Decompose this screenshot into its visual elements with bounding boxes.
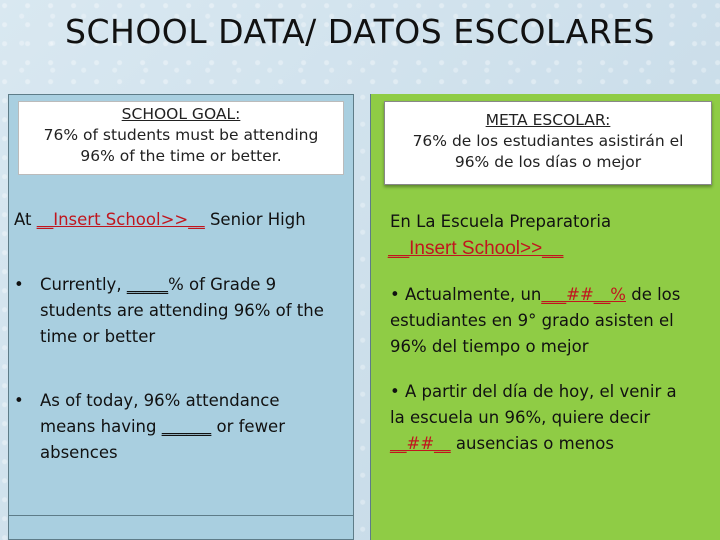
bullet-dot: • xyxy=(14,275,24,294)
meta-escolar-heading: META ESCOLAR: xyxy=(485,111,611,129)
meta-escolar-box xyxy=(384,101,712,185)
list-item-a-partir xyxy=(390,379,677,457)
escuela-placeholder: __Insert School>>__ xyxy=(388,238,564,259)
school-suffix: Senior High xyxy=(204,210,306,229)
bullet1-es-line-2: estudiantes en 9° grado asisten el xyxy=(390,311,674,330)
bullet2-text-b: or fewer xyxy=(211,417,285,436)
list-item-absences xyxy=(40,388,285,466)
bullet-dot: • xyxy=(14,391,24,410)
bullet1-text-b: % of Grade 9 xyxy=(168,275,277,294)
bullet2-line-3: absences xyxy=(40,443,118,462)
bullet1-line-3: time or better xyxy=(40,327,156,346)
bullet1-es-blank: ___##__% xyxy=(541,285,626,304)
bullet1-es-text-a: • Actualmente, un xyxy=(390,285,542,304)
meta-escolar-line-1: 76% de los estudiantes asistirán el xyxy=(412,132,684,150)
panel-divider xyxy=(9,515,353,516)
escuela-line: En La Escuela Preparatoria xyxy=(390,212,612,231)
bullet1-text-a: Currently, xyxy=(40,275,127,294)
list-item-current-attendance xyxy=(40,272,324,350)
bullet2-blank: ______ xyxy=(161,417,212,436)
bullet2-es-text-b: ausencias o menos xyxy=(450,434,614,453)
meta-escolar-line-2: 96% de los días o mejor xyxy=(454,153,642,171)
bullet1-line-2: students are attending 96% of the xyxy=(40,301,324,320)
bullet1-blank: _____ xyxy=(126,275,169,294)
school-goal-line-2: 96% of the time or better. xyxy=(80,147,282,165)
school-placeholder: __Insert School>>__ xyxy=(36,210,205,229)
school-prefix: At xyxy=(14,210,37,229)
bullet2-es-line-2: la escuela un 96%, quiere decir xyxy=(390,408,651,427)
school-goal-line-1: 76% of students must be attending xyxy=(43,126,319,144)
school-goal-heading: SCHOOL GOAL: xyxy=(121,105,241,123)
bullet2-es-blank: __##__ xyxy=(390,434,451,453)
bullet1-es-line-3: 96% del tiempo o mejor xyxy=(390,337,589,356)
school-goal-box xyxy=(18,101,344,175)
bullet1-es-text-b: de los xyxy=(625,285,681,304)
bullet2-es-line-1: • A partir del día de hoy, el venir a xyxy=(390,382,677,401)
page-title: SCHOOL DATA/ DATOS ESCOLARES xyxy=(65,12,655,51)
bullet2-text-a: means having xyxy=(40,417,162,436)
school-name-line xyxy=(14,207,306,233)
list-item-actualmente xyxy=(390,282,680,360)
bullet2-line-1: As of today, 96% attendance xyxy=(40,391,280,410)
